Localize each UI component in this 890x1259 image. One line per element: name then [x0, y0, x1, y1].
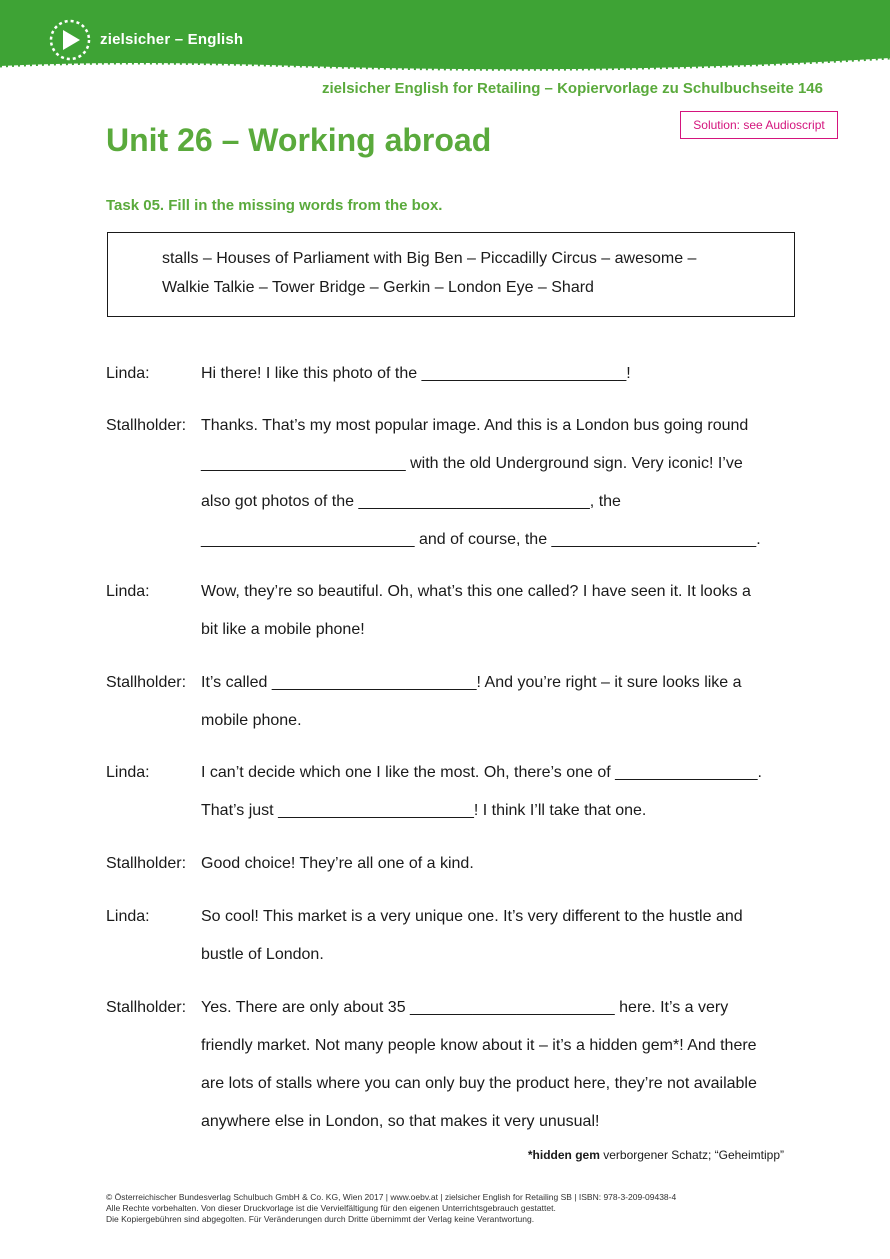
word-box-line: stalls – Houses of Parliament with Big Ben – Piccadilly Circus – awesome – [162, 250, 697, 267]
dialogue-line: It’s called _______________________! And you’re right – it sure looks like a [201, 674, 742, 691]
dialogue-line: Good choice! They’re all one of a kind. [201, 855, 474, 872]
footnote [528, 1148, 784, 1162]
speaker-label: Stallholder: [106, 674, 187, 691]
dialogue-line: ________________________ and of course, the _______________________. [201, 531, 761, 548]
word-box [107, 232, 795, 317]
dialogue-line: are lots of stalls where you can only buy the product here, they’re not available [201, 1075, 757, 1092]
dialogue-line: Thanks. That’s my most popular image. And this is a London bus going round [201, 417, 749, 434]
speaker-label: Stallholder: [106, 855, 187, 872]
task-title: Task 05. Fill in the missing words from the box. [106, 197, 443, 214]
footer-line: © Österreichischer Bundesverlag Schulbuch GmbH & Co. KG, Wien 2017 | www.oebv.at | zielsicher English for Retailing SB | ISBN: 978-3-209-09438-4 [106, 1192, 677, 1202]
dialogue-line: Hi there! I like this photo of the _______________________! [201, 365, 631, 382]
dialogue-line: That’s just ______________________! I think I’ll take that one. [201, 802, 647, 819]
dialogue-line: friendly market. Not many people know about it – it’s a hidden gem*! And there [201, 1037, 757, 1054]
dialogue-line: So cool! This market is a very unique one. It’s very different to the hustle and [201, 908, 743, 925]
logo-text: zielsicher – English [100, 31, 244, 48]
copyright-footer [106, 1192, 676, 1225]
dialogue-line: _______________________ with the old Underground sign. Very iconic! I’ve [201, 455, 743, 472]
speaker-label: Stallholder: [106, 999, 187, 1016]
dialogue-line: mobile phone. [201, 712, 302, 729]
page-title: Unit 26 – Working abroad [106, 122, 492, 158]
dialogue-line: Yes. There are only about 35 _______________________ here. It’s a very [201, 999, 729, 1016]
speaker-label: Linda: [106, 764, 150, 781]
speaker-label: Linda: [106, 365, 150, 382]
dialogue-line: Wow, they’re so beautiful. Oh, what’s this one called? I have seen it. It looks a [201, 583, 751, 600]
speaker-label: Linda: [106, 583, 150, 600]
solution-note: Solution: see Audioscript [680, 111, 838, 139]
dialogue-line: anywhere else in London, so that makes it very unusual! [201, 1113, 600, 1130]
footer-line: Alle Rechte vorbehalten. Von dieser Druckvorlage ist die Vervielfältigung für den eigenen Unterrichtsgebrauch gestattet. [106, 1203, 556, 1213]
dialogue-line: bustle of London. [201, 946, 324, 963]
dialogue-line: bit like a mobile phone! [201, 621, 365, 638]
footnote-term: *hidden gem [527, 1148, 600, 1162]
speaker-label: Stallholder: [106, 417, 187, 434]
word-box-line: Walkie Talkie – Tower Bridge – Gerkin – London Eye – Shard [162, 279, 594, 296]
speaker-label: Linda: [106, 908, 150, 925]
page-subtitle: zielsicher English for Retailing – Kopiervorlage zu Schulbuchseite 146 [322, 80, 823, 97]
dialogue-line: I can’t decide which one I like the most. Oh, there’s one of ________________. [201, 764, 762, 781]
footer-line: Die Kopiergebühren sind abgegolten. Für Veränderungen durch Dritte übernimmt der Verlag keine Verantwortung. [106, 1214, 535, 1224]
dialogue-line: also got photos of the __________________________, the [201, 493, 621, 510]
footnote-text: verborgener Schatz; “Geheimtipp” [599, 1148, 784, 1162]
